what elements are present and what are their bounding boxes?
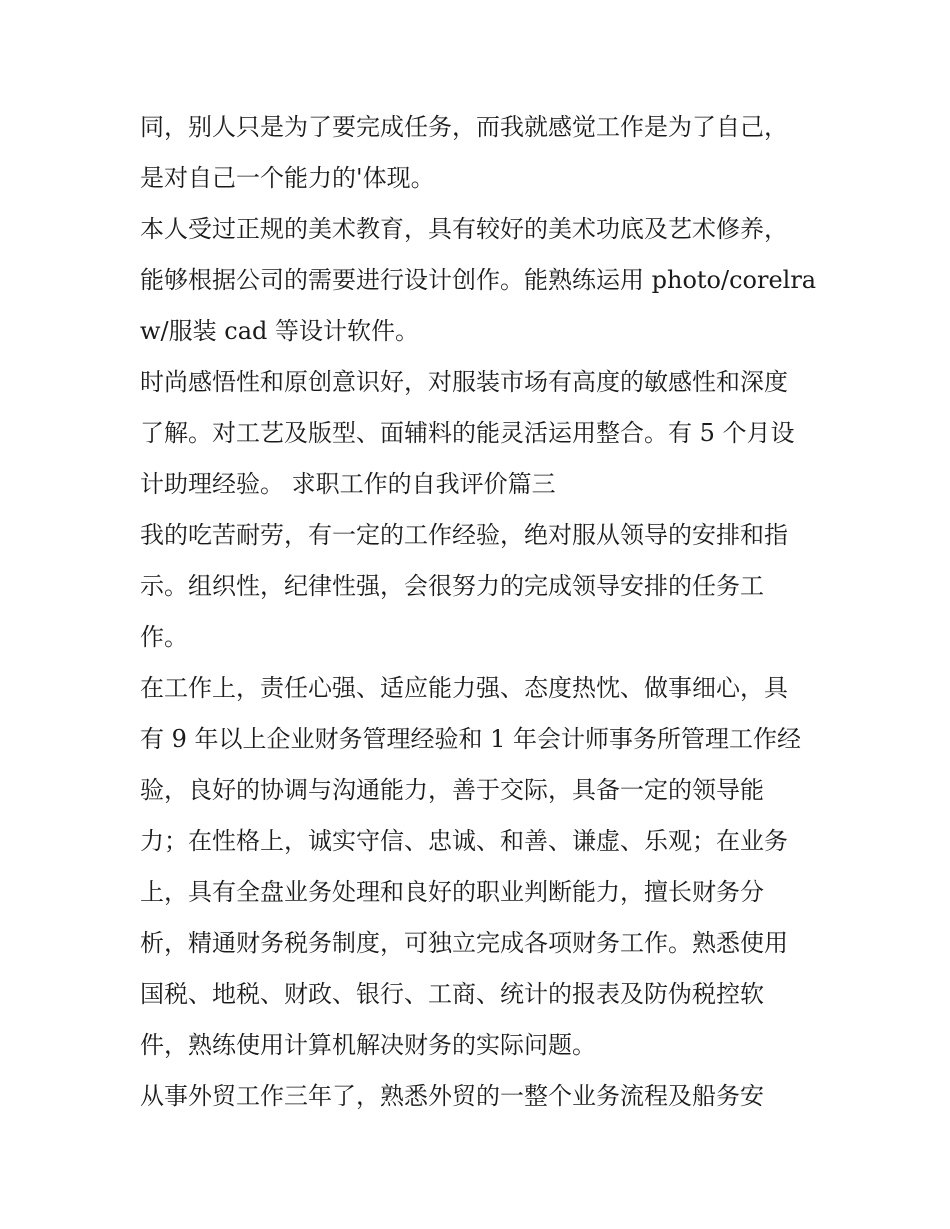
text-line: 了解。对工艺及版型、面辅料的能灵活运用整合。有 5 个月设 xyxy=(140,419,795,447)
text-line: 国税、地税、财政、银行、工商、统计的报表及防伪税控软 xyxy=(140,980,764,1008)
text-line: w/服装 cad 等设计软件。 xyxy=(140,317,419,345)
text-line: 有 9 年以上企业财务管理经验和 1 年会计师事务所管理工作经 xyxy=(140,725,802,753)
text-line: 力；在性格上，诚实守信、忠诚、和善、谦虚、乐观；在业务 xyxy=(140,827,788,855)
text-line: 本人受过正规的美术教育，具有较好的美术功底及艺术修养， xyxy=(140,215,788,243)
text-line: 示。组织性，纪律性强，会很努力的完成领导安排的任务工 xyxy=(140,572,764,600)
text-line: 验，良好的协调与沟通能力，善于交际，具备一定的领导能 xyxy=(140,776,764,804)
text-line: 在工作上，责任心强、适应能力强、态度热忱、做事细心，具 xyxy=(140,674,788,702)
text-line: 我的吃苦耐劳，有一定的工作经验，绝对服从领导的安排和指 xyxy=(140,521,788,549)
text-line: 同，别人只是为了要完成任务，而我就感觉工作是为了自己， xyxy=(140,113,788,141)
body-text xyxy=(140,102,817,1122)
text-line: 是对自己一个能力的'体现。 xyxy=(140,164,435,192)
text-line: 作。 xyxy=(140,623,188,651)
text-line: 析，精通财务税务制度，可独立完成各项财务工作。熟悉使用 xyxy=(140,929,788,957)
text-line: 件，熟练使用计算机解决财务的实际问题。 xyxy=(140,1031,596,1059)
text-line: 能够根据公司的需要进行设计创作。能熟练运用 photo/corelra xyxy=(140,266,817,294)
text-line: 计助理经验。 求职工作的自我评价篇三 xyxy=(140,470,556,498)
text-line: 时尚感悟性和原创意识好，对服装市场有高度的敏感性和深度 xyxy=(140,368,788,396)
text-line: 从事外贸工作三年了，熟悉外贸的一整个业务流程及船务安 xyxy=(140,1082,764,1110)
text-line: 上，具有全盘业务处理和良好的职业判断能力，擅长财务分 xyxy=(140,878,764,906)
